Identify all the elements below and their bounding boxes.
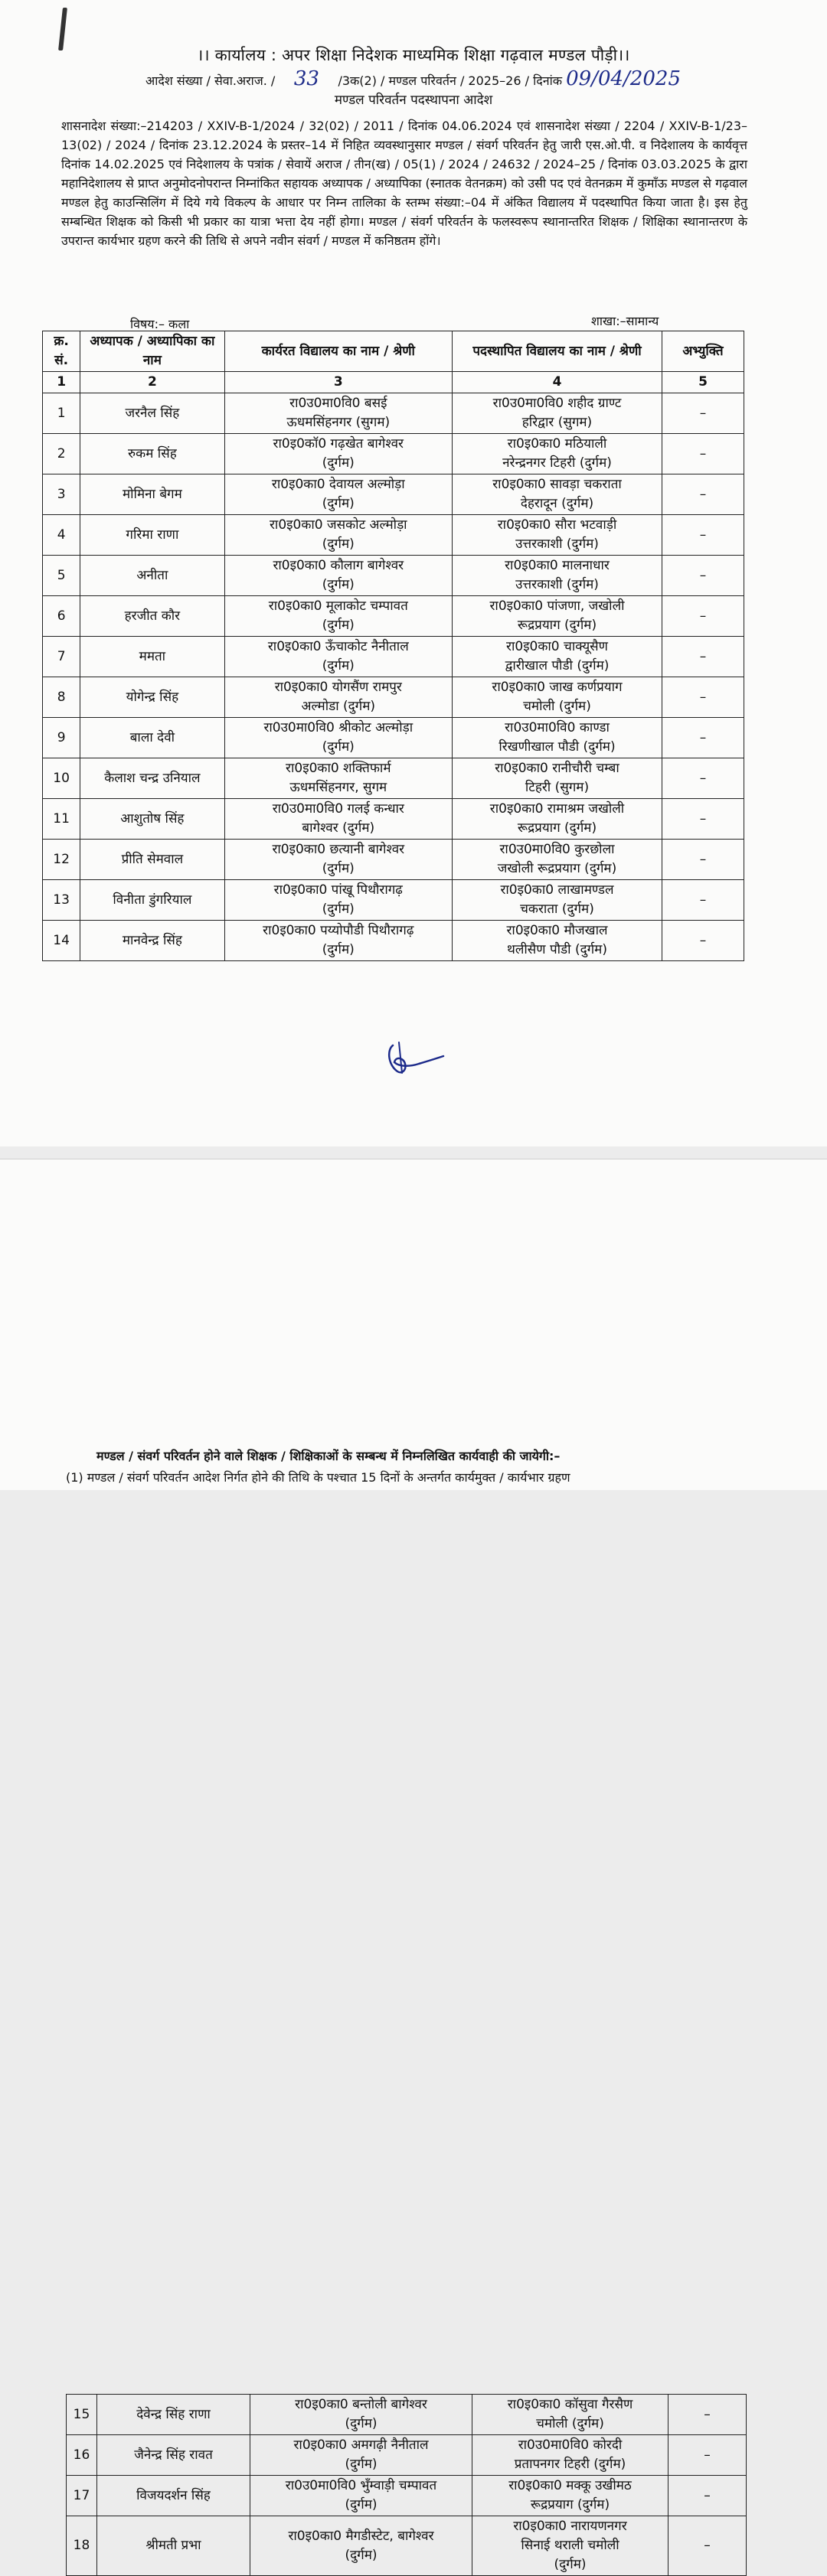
current-school-cell <box>224 637 452 677</box>
teacher-name: मानवेन्द्र सिंह <box>122 932 182 948</box>
serial-number: 14 <box>53 932 70 948</box>
serial-number: 2 <box>57 445 66 461</box>
teacher-name: रुकम सिंह <box>128 445 177 461</box>
current-school-cell <box>224 799 452 840</box>
posted-school-category: रिखणीखाल पौडी (दुर्गम) <box>498 739 616 755</box>
serial-number: 16 <box>73 2447 90 2463</box>
teacher-name: जैनेन्द्र सिंह रावत <box>134 2447 213 2463</box>
current-school-line: रा0इ0का0 योगसैंण रामपुर <box>274 680 402 695</box>
column-number: 2 <box>80 372 224 393</box>
serial-cell <box>67 2435 97 2476</box>
table-row <box>67 2516 747 2576</box>
current-school-category: ऊधमसिंहनगर, सुगम <box>289 780 387 795</box>
teacher-name: देवेन्द्र सिंह राणा <box>136 2406 211 2422</box>
posted-school-cell <box>453 596 662 637</box>
current-school-line: रा0इ0का0 कौलाग बागेश्वर <box>273 558 404 573</box>
table-row <box>43 474 744 515</box>
posted-school-category: जखोली रूद्रप्रयाग (दुर्गम) <box>497 861 617 876</box>
table-row <box>43 677 744 718</box>
order-prefix: आदेश संख्या / सेवा.अराज. / <box>145 73 276 88</box>
posted-school-line: रा0उ0मा0वि0 कुरछोला <box>499 842 615 857</box>
teacher-name: विनीता डुंगरियाल <box>113 892 192 908</box>
teacher-name: हरजीत कौर <box>124 608 181 624</box>
serial-cell <box>43 677 80 718</box>
teacher-name: योगेन्द्र सिंह <box>126 689 179 705</box>
serial-number: 15 <box>73 2406 90 2422</box>
current-school-category: (दुर्गम) <box>322 496 355 511</box>
serial-number: 5 <box>57 567 66 583</box>
current-school-cell <box>224 677 452 718</box>
current-school-line: रा0इ0का0 शक्तिफार्म <box>286 761 391 776</box>
remark: – <box>699 567 707 583</box>
posted-school-category: नरेन्द्रनगर टिहरी (दुर्गम) <box>502 455 612 471</box>
current-school-category: (दुर्गम) <box>322 455 355 471</box>
serial-number: 11 <box>53 810 70 827</box>
posted-school-category: चमोली (दुर्गम) <box>523 699 591 714</box>
remark: – <box>699 486 707 502</box>
current-school-category: (दुर्गम) <box>322 577 355 592</box>
action-heading: मण्डल / संवर्ग परिवर्तन होने वाले शिक्षक / शिक्षिकाओं के सम्बन्ध में निम्नलिखित कार्यवाही की जायेगी:– <box>96 1449 561 1463</box>
posted-school-cell <box>472 2476 668 2516</box>
posted-school-category: देहरादून (दुर्गम) <box>520 496 594 511</box>
office-title: ।। कार्यालय : अपर शिक्षा निदेशक माध्यमिक शिक्षा गढ़वाल मण्डल पौड़ी।। <box>197 46 630 64</box>
serial-cell <box>43 718 80 758</box>
posted-school-category: रूद्रप्रयाग (दुर्गम) <box>530 2497 610 2512</box>
posted-school-category: चकराता (दुर्गम) <box>520 902 594 917</box>
posted-school-category: प्रतापनगर टिहरी (दुर्गम) <box>514 2457 626 2472</box>
posted-school-line: रा0इ0का0 लाखामण्डल <box>500 882 614 898</box>
order-suffix: /3क(2) / मण्डल परिवर्तन / 2025–26 / दिनांक <box>338 73 563 88</box>
current-school-category: (दुर्गम) <box>322 739 355 755</box>
posted-school-category: सिनाई थराली चमोली <box>521 2538 619 2553</box>
remark-cell <box>662 434 744 474</box>
current-school-line: रा0इ0का0 मैगडीस्टेट, बागेश्वर <box>288 2528 434 2544</box>
remark-cell <box>662 677 744 718</box>
serial-number: 7 <box>57 648 66 664</box>
current-school-cell <box>224 474 452 515</box>
posted-school-cell <box>453 515 662 556</box>
teacher-name: प्रीति सेमवाल <box>121 851 184 867</box>
table-row <box>43 515 744 556</box>
signature <box>379 1039 456 1085</box>
table-row <box>43 921 744 961</box>
table-row <box>43 840 744 880</box>
teacher-name-cell <box>80 393 224 434</box>
posted-school-cell <box>472 2395 668 2435</box>
document-page-1 <box>0 0 827 1146</box>
current-school-line: रा0इ0का0 बन्तोली बागेश्वर <box>295 2397 427 2412</box>
posted-school-line: रा0इ0का0 जाख कर्णप्रयाग <box>492 680 623 695</box>
posted-school-line: रा0इ0का0 मठियाली <box>507 436 607 452</box>
current-school-cell <box>224 880 452 921</box>
serial-number: 8 <box>57 689 66 705</box>
posted-school-line: रा0उ0मा0वि0 कोरदी <box>518 2437 623 2453</box>
serial-cell <box>43 921 80 961</box>
serial-cell <box>67 2395 97 2435</box>
branch-label: शाखा:–सामान्य <box>591 314 659 328</box>
teacher-name: बाला देवी <box>129 729 175 745</box>
posted-school-cell <box>453 840 662 880</box>
teacher-name: गरिमा राणा <box>126 527 179 543</box>
posted-school-cell <box>453 921 662 961</box>
column-number: 5 <box>662 372 744 393</box>
remark-cell <box>662 718 744 758</box>
column-number-row <box>43 372 744 393</box>
table-row <box>43 637 744 677</box>
current-school-cell <box>224 758 452 799</box>
table-row <box>67 2476 747 2516</box>
posted-school-line: रा0इ0का0 पांजणा, जखोली <box>489 598 625 614</box>
remark: – <box>699 445 707 461</box>
column-number: 3 <box>224 372 452 393</box>
serial-cell <box>43 474 80 515</box>
current-school-category: (दुर्गम) <box>322 942 355 957</box>
teacher-name-cell <box>80 637 224 677</box>
posted-school-cell <box>453 474 662 515</box>
serial-number: 3 <box>57 486 66 502</box>
table-row <box>43 718 744 758</box>
teacher-name: विजयदर्शन सिंह <box>136 2487 211 2503</box>
current-school-category: (दुर्गम) <box>345 2547 378 2563</box>
posted-school-cell <box>453 556 662 596</box>
current-school-category: बागेश्वर (दुर्गम) <box>302 820 375 836</box>
current-school-cell <box>224 393 452 434</box>
posting-table-continued-body <box>67 2395 747 2576</box>
teacher-name: जरनैल सिंह <box>125 405 180 421</box>
current-school-line: रा0उ0मा0वि0 श्रीकोट अल्मोड़ा <box>263 720 414 735</box>
posted-school-cell <box>453 799 662 840</box>
teacher-name-cell <box>97 2476 250 2516</box>
current-school-line: रा0इ0का0 ऊँचाकोट नैनीताल <box>267 639 409 654</box>
current-school-line: रा0इ0का0 अमगढ़ी नैनीताल <box>293 2437 429 2453</box>
current-school-line: रा0इ0का0 जसकोट अल्मोड़ा <box>269 517 407 533</box>
header-remarks: अभ्युक्ति <box>662 331 744 372</box>
current-school-cell <box>250 2476 472 2516</box>
posted-school-category: हरिद्वार (सुगम) <box>521 415 593 430</box>
teacher-name: आशुतोष सिंह <box>120 810 185 827</box>
current-school-line: रा0उ0मा0वि0 बसई <box>289 396 387 411</box>
remark: – <box>704 2447 711 2463</box>
current-school-cell <box>224 840 452 880</box>
serial-cell <box>43 880 80 921</box>
teacher-name: मोमिना बेगम <box>122 486 182 502</box>
table-row <box>43 758 744 799</box>
teacher-name-cell <box>80 921 224 961</box>
remark-cell <box>662 515 744 556</box>
remark-cell <box>668 2476 747 2516</box>
posted-school-line: रा0इ0का0 चाक्यूसैण <box>506 639 608 654</box>
header-current-school: कार्यरत विद्यालय का नाम / श्रेणी <box>224 331 452 372</box>
current-school-category: (दुर्गम) <box>345 2457 378 2472</box>
remark-cell <box>662 880 744 921</box>
current-school-line: रा0इ0का0 देवायल अल्मोड़ा <box>271 477 405 492</box>
current-school-category: (दुर्गम) <box>322 658 355 673</box>
header-teacher-name: अध्यापक / अध्यापिका का नाम <box>80 331 224 372</box>
serial-cell <box>43 596 80 637</box>
serial-number: 4 <box>57 527 66 543</box>
remark: – <box>699 729 707 745</box>
teacher-name-cell <box>80 556 224 596</box>
posted-school-cell <box>453 393 662 434</box>
posting-table <box>42 331 744 961</box>
current-school-category: (दुर्गम) <box>322 618 355 633</box>
current-school-cell <box>224 434 452 474</box>
remark: – <box>699 405 707 421</box>
current-school-cell <box>224 921 452 961</box>
order-number-line <box>145 67 819 90</box>
table-row <box>43 596 744 637</box>
remark-cell <box>662 556 744 596</box>
posted-school-line: रा0इ0का0 मक्कू उखीमठ <box>508 2478 632 2493</box>
teacher-name-cell <box>97 2516 250 2576</box>
table-row <box>67 2435 747 2476</box>
remark-cell <box>662 921 744 961</box>
serial-number: 10 <box>53 770 70 786</box>
table-row <box>43 556 744 596</box>
current-school-cell <box>224 718 452 758</box>
posted-school-line: रा0उ0मा0वि0 शहीद ग्राण्ट <box>492 396 622 411</box>
current-school-cell <box>224 556 452 596</box>
table-row <box>43 393 744 434</box>
remark-cell <box>662 393 744 434</box>
table-row <box>43 434 744 474</box>
table-row <box>43 799 744 840</box>
serial-number: 1 <box>57 405 66 421</box>
remark: – <box>699 689 707 705</box>
posted-school-line: रा0इ0का0 सावड़ा चकराता <box>492 477 622 492</box>
posted-school-line: रा0इ0का0 सौरा भटवाड़ी <box>497 517 617 533</box>
table-row <box>67 2395 747 2435</box>
current-school-category: (दुर्गम) <box>345 2416 378 2431</box>
teacher-name-cell <box>97 2395 250 2435</box>
current-school-category: (दुर्गम) <box>322 861 355 876</box>
current-school-line: रा0उ0मा0वि0 भुँम्वाड़ी चम्पावत <box>285 2478 437 2493</box>
teacher-name: ममता <box>139 648 166 664</box>
posted-school-category: उत्तरकाशी (दुर्गम) <box>515 536 599 552</box>
posted-school-category: रूद्रप्रयाग (दुर्गम) <box>517 618 597 633</box>
teacher-name-cell <box>80 758 224 799</box>
posted-school-cell <box>453 758 662 799</box>
remark: – <box>699 851 707 867</box>
serial-cell <box>43 393 80 434</box>
remark: – <box>699 527 707 543</box>
teacher-name-cell <box>80 840 224 880</box>
current-school-cell <box>224 515 452 556</box>
serial-cell <box>43 637 80 677</box>
posted-school-line: रा0इ0का0 रामाश्रम जखोली <box>489 801 625 817</box>
teacher-name-cell <box>80 880 224 921</box>
teacher-name-cell <box>97 2435 250 2476</box>
order-subtitle: मण्डल परिवर्तन पदस्थापना आदेश <box>334 93 493 108</box>
table-header-row <box>43 331 744 372</box>
order-body-paragraph: शासनादेश संख्या:–214203 / XXIV-B-1/2024 / 32(02) / 2011 / दिनांक 04.06.2024 एवं शासनादेश संख्या / 2204 / XXIV-B-1/23–13(02) / 2024 / दिनांक 23.12.2024 के प्रस्तर–14 में निहित व्यवस्थानुसार मण्डल / संवर्ग परिवर्तन हेतु जारी एस.ओ.पी. व निदेशालय के कार्यवृत्त दिनांक 14.02.2025 एवं निदेशालय के पत्रांक / सेवायें अराज / तीन(ख) / 05(1) / 2024 / 24632 / 2024–25 / दिनांक 03.03.2025 के द्वारा महानिदेशालय से प्राप्त अनुमोदनोपरान्त निम्नांकित सहायक अध्यापक / अध्यापिका (स्नातक वेतनक्रम) को उसी पद एवं वेतनक्रम में कुमाँऊ मण्डल से गढ़वाल मण्डल हेतु काउन्सिलिंग में दिये गये विकल्प के आधार पर निम्न तालिका के स्तम्भ संख्या:–04 में अंकित विद्यालय में पदस्थापित किया जाता है। इस हेतु सम्बन्धित शिक्षक को किसी भी प्रकार का यात्रा भत्ता देय नहीं होगा। मण्डल / संवर्ग परिवर्तन के फलस्वरूप स्थानान्तरित शिक्षक / शिक्षिका स्थानान्तरण के उपरान्त कार्यभार ग्रहण करने की तिथि से अपने नवीन संवर्ग / मण्डल में कनिष्ठतम होंगे। <box>61 119 747 248</box>
teacher-name: श्रीमती प्रभा <box>145 2538 201 2553</box>
current-school-category: (दुर्गम) <box>345 2497 378 2512</box>
order-date: 09/04/2025 <box>566 67 681 90</box>
teacher-name: अनीता <box>136 567 168 583</box>
current-school-cell <box>224 596 452 637</box>
current-school-line: रा0इ0कॉ0 गढ़खेत बागेश्वर <box>273 436 404 452</box>
posted-school-cell <box>453 880 662 921</box>
current-school-line: रा0इ0का0 पय्योपौडी पिथौरागढ़ <box>263 923 414 938</box>
posted-school-category: रूद्रप्रयाग (दुर्गम) <box>517 820 597 836</box>
remark: – <box>704 2487 711 2503</box>
posted-school-category: थलीसैण पौडी (दुर्गम) <box>507 942 607 957</box>
posted-school-cell <box>453 677 662 718</box>
posted-school-cell <box>472 2435 668 2476</box>
posted-school-cell <box>453 718 662 758</box>
teacher-name-cell <box>80 677 224 718</box>
serial-number: 17 <box>73 2487 90 2503</box>
remark: – <box>699 932 707 948</box>
remark: – <box>699 608 707 624</box>
remark-cell <box>668 2435 747 2476</box>
posted-school-cell <box>472 2516 668 2576</box>
remark: – <box>704 2538 711 2553</box>
serial-number: 12 <box>53 851 70 867</box>
posted-school-category: टिहरी (सुगम) <box>525 780 590 795</box>
teacher-name-cell <box>80 799 224 840</box>
remark-cell <box>662 799 744 840</box>
teacher-name-cell <box>80 596 224 637</box>
teacher-name-cell <box>80 718 224 758</box>
serial-number: 9 <box>57 729 66 745</box>
current-school-category: (दुर्गम) <box>322 902 355 917</box>
posted-school-category: उत्तरकाशी (दुर्गम) <box>515 577 599 592</box>
remark-cell <box>662 758 744 799</box>
remark-cell <box>662 474 744 515</box>
remark: – <box>699 770 707 786</box>
remark-cell <box>662 596 744 637</box>
current-school-cell <box>250 2435 472 2476</box>
current-school-cell <box>250 2516 472 2576</box>
posted-school-line: रा0इ0का0 मौजखाल <box>506 923 608 938</box>
posting-table-body <box>43 393 744 961</box>
subject-label: विषय:– कला <box>130 317 190 331</box>
serial-cell <box>43 840 80 880</box>
posted-school-category: द्वारीखाल पौडी (दुर्गम) <box>505 658 610 673</box>
posted-school-cell <box>453 637 662 677</box>
current-school-category: (दुर्गम) <box>322 536 355 552</box>
column-number: 1 <box>43 372 80 393</box>
serial-cell <box>43 434 80 474</box>
remark: – <box>699 892 707 908</box>
remark: – <box>704 2406 711 2422</box>
posted-school-cell <box>453 434 662 474</box>
serial-number: 13 <box>53 892 70 908</box>
serial-cell <box>43 515 80 556</box>
serial-cell <box>67 2476 97 2516</box>
teacher-name-cell <box>80 474 224 515</box>
posted-school-line: रा0इ0का0 नारायणनगर <box>513 2519 627 2534</box>
header-serial: क्र. सं. <box>43 331 80 372</box>
current-school-category: ऊधमसिंहनगर (सुगम) <box>286 415 391 430</box>
header-posted-school: पदस्थापित विद्यालय का नाम / श्रेणी <box>453 331 662 372</box>
action-item-1: (1) मण्डल / संवर्ग परिवर्तन आदेश निर्गत होने की तिथि के पश्चात 15 दिनों के अन्तर्गत कार्यमुक्त / कार्यभार ग्रहण <box>66 1470 570 1485</box>
table-row <box>43 880 744 921</box>
teacher-name-cell <box>80 515 224 556</box>
current-school-line: रा0इ0का0 छत्यानी बागेश्वर <box>272 842 405 857</box>
remark-cell <box>662 637 744 677</box>
posting-table-continued <box>66 2394 747 2576</box>
column-number: 4 <box>453 372 662 393</box>
serial-number: 18 <box>73 2538 90 2553</box>
remark: – <box>699 648 707 664</box>
posted-school-line: रा0इ0का0 कॉसुवा गैरसैण <box>507 2397 633 2412</box>
serial-cell <box>43 556 80 596</box>
serial-cell <box>43 799 80 840</box>
serial-number: 6 <box>57 608 66 624</box>
current-school-line: रा0इ0का0 मूलाकोट चम्पावत <box>268 598 408 614</box>
order-number: 33 <box>293 67 319 90</box>
serial-cell <box>67 2516 97 2576</box>
serial-cell <box>43 758 80 799</box>
current-school-line: रा0उ0मा0वि0 गलई कन्धार <box>272 801 404 817</box>
posted-school-line: रा0उ0मा0वि0 काण्डा <box>505 720 610 735</box>
posted-school-extra: (दुर्गम) <box>554 2557 587 2572</box>
posted-school-line: रा0इ0का0 रानीचौरी चम्बा <box>495 761 619 776</box>
teacher-name: कैलाश चन्द्र उनियाल <box>104 770 201 786</box>
document-page-2 <box>0 1159 827 2572</box>
posted-school-category: चमोली (दुर्गम) <box>536 2416 604 2431</box>
current-school-category: अल्मोडा (दुर्गम) <box>301 699 376 714</box>
current-school-line: रा0इ0का0 पांखू पिथौरागढ़ <box>273 882 403 898</box>
remark-cell <box>668 2395 747 2435</box>
current-school-cell <box>250 2395 472 2435</box>
remark-cell <box>662 840 744 880</box>
remark-cell <box>668 2516 747 2576</box>
remark: – <box>699 810 707 827</box>
teacher-name-cell <box>80 434 224 474</box>
posted-school-line: रा0इ0का0 मालनाधार <box>505 558 610 573</box>
